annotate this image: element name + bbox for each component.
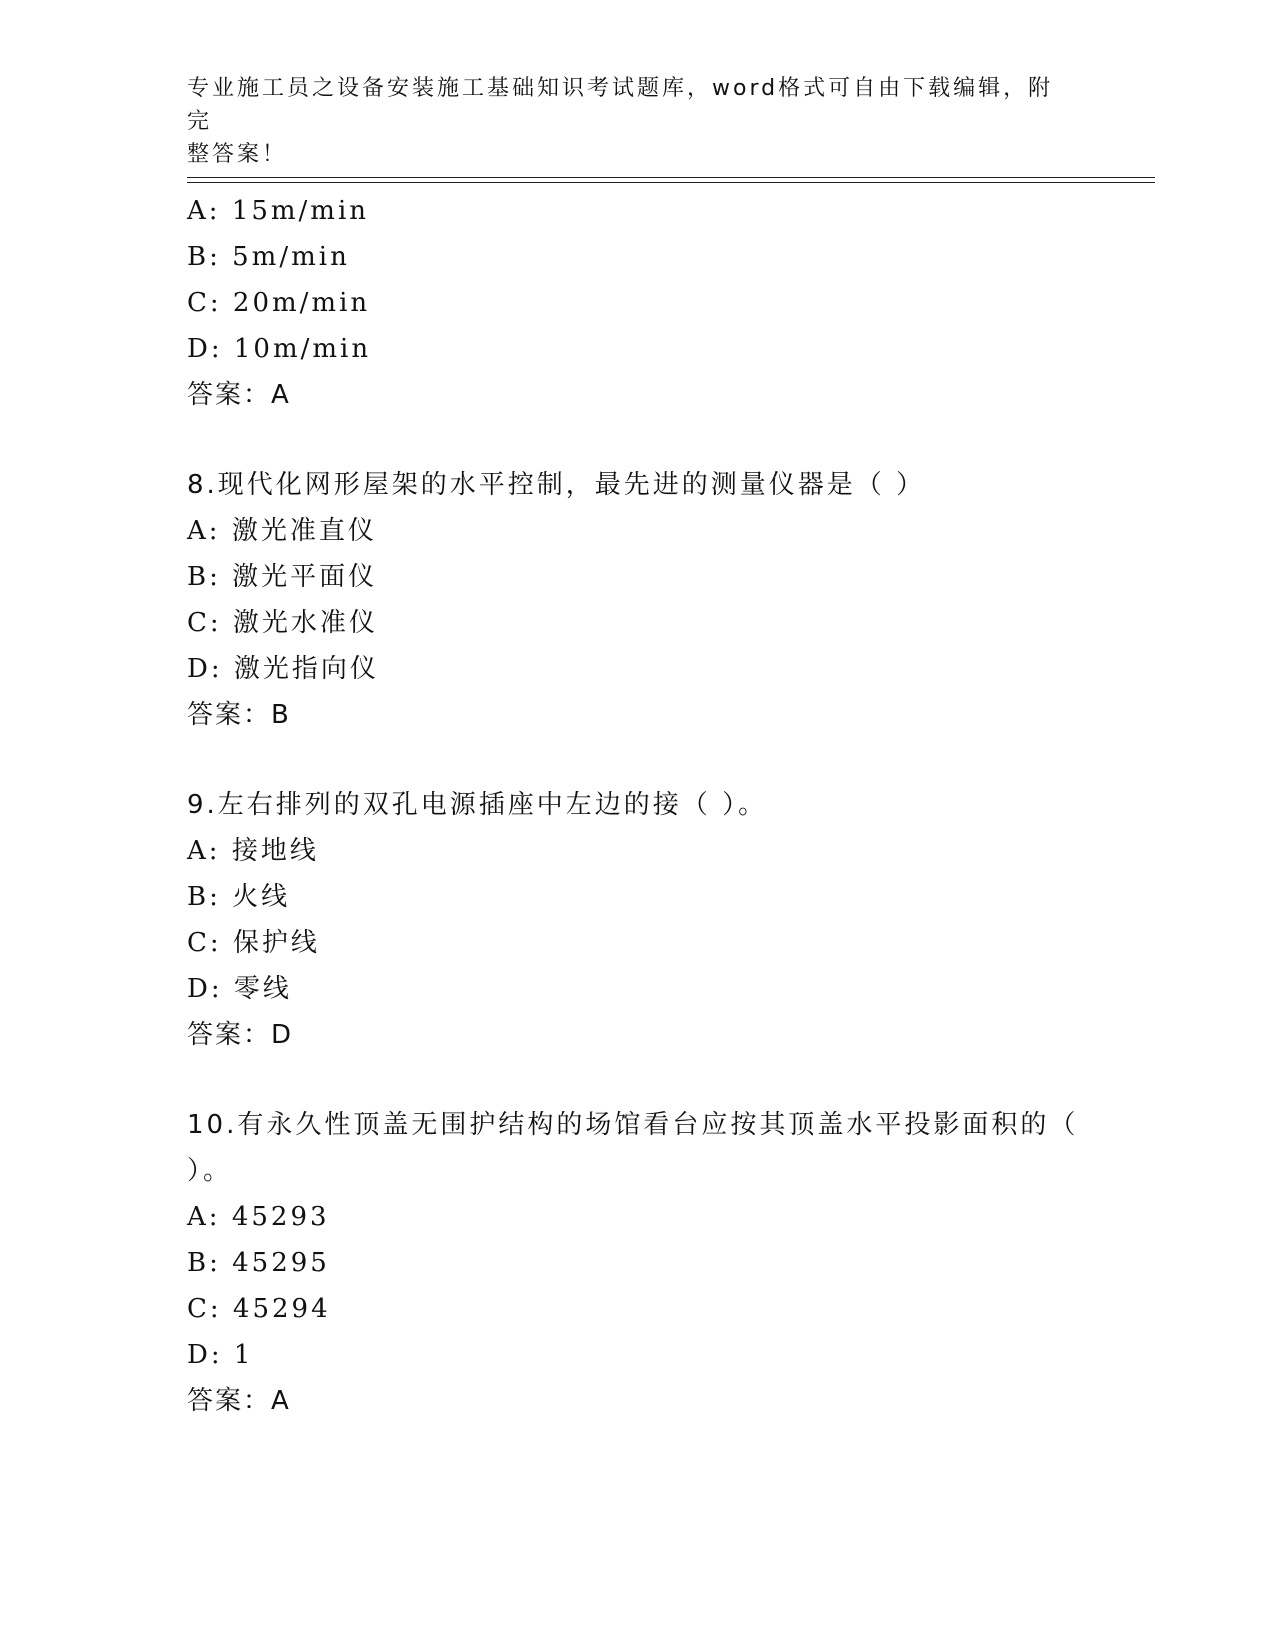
option-letter: A: bbox=[187, 516, 221, 546]
option-d bbox=[187, 1332, 1087, 1378]
option-b bbox=[187, 554, 1087, 600]
option-b bbox=[187, 1240, 1087, 1286]
option-text: 保护线 bbox=[232, 928, 320, 958]
header-line-1: 专业施工员之设备安装施工基础知识考试题库，word格式可自由下载编辑，附完 bbox=[187, 76, 1054, 134]
option-letter: B: bbox=[187, 882, 221, 912]
question-stem: 10.有永久性顶盖无围护结构的场馆看台应按其顶盖水平投影面积的（ ）。 bbox=[187, 1110, 1079, 1186]
option-letter: B: bbox=[187, 1248, 221, 1278]
option-letter: D: bbox=[187, 334, 223, 364]
option-text: 20m/min bbox=[232, 288, 371, 318]
question-stem: 9.左右排列的双孔电源插座中左边的接（ ）。 bbox=[187, 790, 768, 820]
header-divider-top bbox=[187, 177, 1155, 178]
option-a bbox=[187, 828, 1087, 874]
header-line-2: 整答案！ bbox=[187, 142, 288, 167]
option-d bbox=[187, 326, 1087, 372]
option-a bbox=[187, 508, 1087, 554]
option-a bbox=[187, 1194, 1087, 1240]
option-text: 1 bbox=[233, 1340, 254, 1370]
option-d bbox=[187, 966, 1087, 1012]
option-c bbox=[187, 1286, 1087, 1332]
option-a bbox=[187, 188, 1087, 234]
document-header bbox=[187, 72, 1067, 171]
option-text: 激光平面仪 bbox=[232, 562, 378, 592]
option-letter: B: bbox=[187, 562, 221, 592]
option-letter: D: bbox=[187, 974, 223, 1004]
option-text: 45294 bbox=[232, 1294, 331, 1324]
question-9 bbox=[187, 782, 1087, 1058]
option-c bbox=[187, 280, 1087, 326]
question-list bbox=[187, 188, 1087, 1424]
option-text: 接地线 bbox=[231, 836, 319, 866]
option-text: 零线 bbox=[233, 974, 292, 1004]
option-letter: A: bbox=[187, 196, 221, 226]
option-c bbox=[187, 920, 1087, 966]
option-letter: B: bbox=[187, 242, 221, 272]
question-10 bbox=[187, 1102, 1087, 1424]
option-letter: C: bbox=[187, 928, 222, 958]
option-text: 15m/min bbox=[231, 196, 370, 226]
option-letter: A: bbox=[187, 1202, 221, 1232]
answer-line: 答案：A bbox=[187, 380, 291, 410]
question-stem: 8.现代化网形屋架的水平控制，最先进的测量仪器是（ ） bbox=[187, 470, 926, 500]
option-b bbox=[187, 234, 1087, 280]
answer-line: 答案：A bbox=[187, 1386, 291, 1416]
option-text: 45295 bbox=[232, 1248, 330, 1278]
question-8 bbox=[187, 462, 1087, 738]
option-text: 火线 bbox=[232, 882, 291, 912]
option-letter: D: bbox=[187, 654, 223, 684]
option-letter: C: bbox=[187, 1294, 222, 1324]
header-divider-bottom bbox=[187, 182, 1155, 183]
option-text: 激光指向仪 bbox=[233, 654, 379, 684]
option-letter: C: bbox=[187, 608, 222, 638]
option-letter: C: bbox=[187, 288, 222, 318]
option-d bbox=[187, 646, 1087, 692]
option-text: 激光水准仪 bbox=[232, 608, 378, 638]
question-7 bbox=[187, 188, 1087, 418]
option-c bbox=[187, 600, 1087, 646]
option-b bbox=[187, 874, 1087, 920]
answer-line: 答案：D bbox=[187, 1020, 294, 1050]
option-text: 激光准直仪 bbox=[231, 516, 377, 546]
option-text: 10m/min bbox=[233, 334, 372, 364]
option-letter: D: bbox=[187, 1340, 223, 1370]
option-letter: A: bbox=[187, 836, 221, 866]
answer-line: 答案：B bbox=[187, 700, 291, 730]
option-text: 5m/min bbox=[232, 242, 350, 272]
option-text: 45293 bbox=[231, 1202, 330, 1232]
